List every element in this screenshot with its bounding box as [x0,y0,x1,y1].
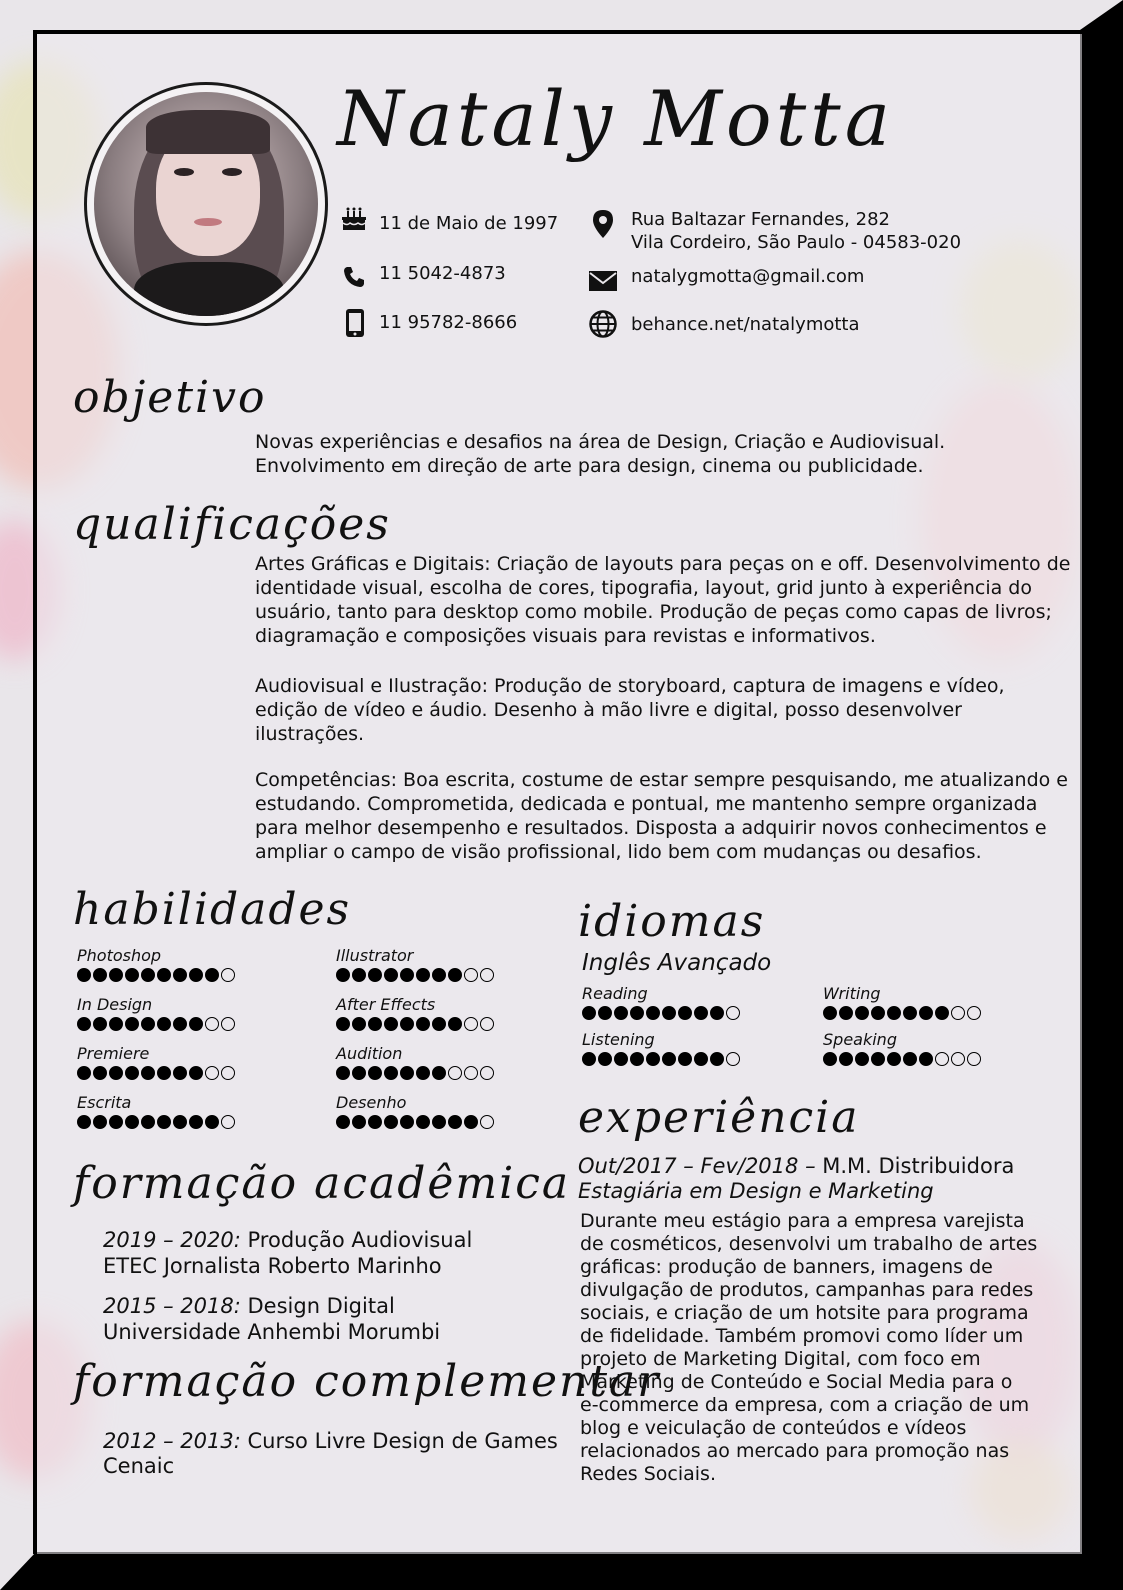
rating-dot-filled [77,968,91,982]
rating-dot-filled [598,1006,612,1020]
rating-dot-filled [823,1006,837,1020]
rating-dot-filled [614,1052,628,1066]
rating-dot-filled [416,1017,430,1031]
text-line: ilustrações. [255,723,365,745]
rating-dot-filled [141,1115,155,1129]
rating-dot-empty [448,1066,462,1080]
rating-dot-filled [77,1017,91,1031]
rating-dot-filled [384,1066,398,1080]
rating-dot-filled [189,1066,203,1080]
rating-dot-filled [109,968,123,982]
rating-dot-filled [614,1006,628,1020]
rating-dots [77,965,237,983]
rating-dot-filled [464,1115,478,1129]
rating-dots [582,1003,742,1021]
skill-item [336,995,496,1032]
text-line: estudando. Comprometida, dedicada e pontual, me mantenho sempre organizada [255,793,1038,815]
rating-dot-empty [480,1017,494,1031]
resume-page [33,30,1082,1554]
experience-description [580,1210,1037,1486]
rating-dot-empty [951,1052,965,1066]
skill-label: Audition [336,1044,403,1063]
rating-dot-empty [464,1066,478,1080]
skill-item [336,1044,496,1081]
idiomas-heading: idiomas [578,896,766,947]
rating-dot-filled [157,1017,171,1031]
education-item [103,1228,472,1252]
rating-dot-filled [903,1052,917,1066]
rating-dot-filled [823,1052,837,1066]
rating-dot-filled [694,1006,708,1020]
rating-dot-empty [205,1017,219,1031]
text-line: edição de vídeo e áudio. Desenho à mão livre e digital, posso desenvolver [255,699,962,721]
education-item [103,1294,395,1318]
education-period: 2015 – 2018: [103,1294,241,1318]
experience-line: Redes Sociais. [580,1463,716,1485]
rating-dot-filled [125,1066,139,1080]
rating-dot-filled [109,1115,123,1129]
rating-dot-filled [93,968,107,982]
address-block [631,208,961,254]
qualificacoes-paragraph-2 [255,674,1005,746]
complementary-period: 2012 – 2013: [103,1429,241,1453]
rating-dot-filled [678,1006,692,1020]
experience-header [578,1154,1014,1178]
rating-dot-filled [887,1006,901,1020]
rating-dot-filled [109,1017,123,1031]
skill-label: In Design [77,995,153,1014]
rating-dot-filled [173,1066,187,1080]
rating-dot-filled [448,1115,462,1129]
text-line: para melhor desempenho e resultados. Disposta a adquirir novos conhecimentos e [255,817,1047,839]
rating-dot-filled [935,1006,949,1020]
phone-text: 11 5042-4873 [379,263,506,284]
experience-line: Marketing de Conteúdo e Social Media para o [580,1371,1013,1393]
language-skill-item [582,1030,742,1067]
rating-dot-filled [855,1006,869,1020]
rating-dot-filled [93,1066,107,1080]
mobile-phone-icon [345,308,365,338]
rating-dot-filled [368,1115,382,1129]
skill-label: After Effects [336,995,436,1014]
education-course: Produção Audiovisual [247,1228,473,1252]
rating-dot-empty [726,1006,740,1020]
rating-dots [582,1049,742,1067]
rating-dot-filled [352,1066,366,1080]
text-line: identidade visual, escolha de cores, tipografia, layout, grid junto à experiência do [255,577,1032,599]
rating-dot-filled [432,1017,446,1031]
rating-dot-filled [855,1052,869,1066]
language-skill-label: Writing [823,984,881,1003]
experience-line: blog e veiculação de conteúdos e vídeos [580,1417,967,1439]
rating-dot-filled [77,1115,91,1129]
skill-item [336,1093,496,1130]
rating-dot-filled [173,1017,187,1031]
rating-dot-filled [400,968,414,982]
rating-dot-filled [432,1115,446,1129]
address-line-2: Vila Cordeiro, São Paulo - 04583-020 [631,232,962,253]
habilidades-heading: habilidades [73,884,352,935]
experience-line: Durante meu estágio para a empresa varejista [580,1210,1025,1232]
rating-dot-filled [368,1066,382,1080]
lips [194,218,222,226]
experience-company: M.M. Distribuidora [822,1154,1015,1178]
rating-dot-filled [125,1115,139,1129]
language-skill-label: Listening [582,1030,655,1049]
rating-dot-filled [903,1006,917,1020]
text-line: ampliar o campo de visão profissional, lido bem com mudanças ou desafios. [255,841,982,863]
email-link[interactable]: natalygmotta@gmail.com [631,266,865,287]
rating-dot-empty [221,1066,235,1080]
rating-dot-filled [352,968,366,982]
rating-dot-filled [141,1017,155,1031]
rating-dot-empty [221,1115,235,1129]
skill-item [77,1093,237,1130]
experience-line: divulgação de produtos, campanhas para redes [580,1279,1034,1301]
skill-label: Premiere [77,1044,150,1063]
rating-dot-filled [432,968,446,982]
globe-icon [589,310,617,338]
education-course: Design Digital [247,1294,395,1318]
experience-line: projeto de Marketing Digital, com foco em [580,1348,981,1370]
objetivo-line: Novas experiências e desafios na área de Design, Criação e Audiovisual. [255,431,946,453]
rating-dot-filled [662,1052,676,1066]
rating-dot-empty [480,968,494,982]
rating-dot-filled [400,1066,414,1080]
rating-dots [336,1112,496,1130]
rating-dot-filled [678,1052,692,1066]
rating-dots [336,1014,496,1032]
experience-line: de fidelidade. Também promovi como líder um [580,1325,1024,1347]
rating-dots [77,1014,237,1032]
rating-dot-empty [480,1115,494,1129]
eye [222,168,242,176]
rating-dot-empty [480,1066,494,1080]
rating-dot-filled [93,1115,107,1129]
rating-dot-filled [205,968,219,982]
skill-item [77,946,237,983]
experience-line: sociais, e criação de um hotsite para programa [580,1302,1029,1324]
experience-line: relacionados ao mercado para promoção nas [580,1440,1010,1462]
experience-line: e-commerce da empresa, com a criação de um [580,1394,1030,1416]
rating-dot-filled [368,1017,382,1031]
text-line: Competências: Boa escrita, costume de estar sempre pesquisando, me atualizando e [255,769,1069,791]
rating-dot-empty [464,968,478,982]
rating-dot-filled [710,1006,724,1020]
qualificacoes-paragraph-3 [255,768,1068,864]
rating-dot-filled [598,1052,612,1066]
rating-dot-filled [384,1017,398,1031]
rating-dot-filled [384,1115,398,1129]
rating-dot-filled [582,1006,596,1020]
complementary-item [103,1429,558,1453]
education-school: ETEC Jornalista Roberto Marinho [103,1254,442,1278]
experience-line: de cosméticos, desenvolvi um trabalho de artes [580,1233,1038,1255]
name-title: Nataly Motta [337,74,895,163]
shirt [134,262,284,316]
skill-label: Illustrator [336,946,414,965]
rating-dot-empty [951,1006,965,1020]
rating-dot-filled [368,968,382,982]
rating-dots [823,1003,983,1021]
skill-item [336,946,496,983]
rating-dot-filled [93,1017,107,1031]
rating-dot-filled [400,1115,414,1129]
complementary-school: Cenaic [103,1454,175,1478]
experience-role: Estagiária em Design e Marketing [578,1179,934,1203]
rating-dot-filled [646,1052,660,1066]
language-skill-label: Reading [582,984,648,1003]
objetivo-text [255,430,945,478]
language-skill-item [823,1030,983,1067]
language-skill-item [823,984,983,1021]
experiencia-heading: experiência [578,1092,860,1143]
objetivo-heading: objetivo [73,372,267,423]
birthday-text: 11 de Maio de 1997 [379,213,559,234]
complementary-course: Curso Livre Design de Games [247,1429,558,1453]
rating-dot-filled [384,968,398,982]
rating-dot-filled [448,1017,462,1031]
rating-dot-filled [125,968,139,982]
rating-dot-empty [205,1066,219,1080]
rating-dot-empty [221,968,235,982]
rating-dot-filled [839,1006,853,1020]
rating-dot-filled [109,1066,123,1080]
rating-dot-filled [919,1006,933,1020]
objetivo-line: Envolvimento em direção de arte para design, cinema ou publicidade. [255,455,924,477]
rating-dot-filled [400,1017,414,1031]
language-name: Inglês Avançado [582,950,772,976]
rating-dot-filled [157,1115,171,1129]
page-shadow-bottom [0,1552,1123,1590]
language-skill-item [582,984,742,1021]
rating-dot-filled [157,1066,171,1080]
eye [174,168,194,176]
experience-line: gráficas: produção de banners, imagens de [580,1256,993,1278]
rating-dot-filled [189,1115,203,1129]
bangs [146,110,270,154]
rating-dot-filled [416,1115,430,1129]
rating-dot-filled [336,1017,350,1031]
rating-dot-filled [630,1052,644,1066]
profile-photo-image [94,92,318,316]
phone-icon [342,265,366,289]
education-period: 2019 – 2020: [103,1228,241,1252]
rating-dot-filled [336,1066,350,1080]
birthday-cake-icon [341,207,367,231]
rating-dot-filled [189,1017,203,1031]
mobile-text: 11 95782-8666 [379,312,518,333]
profile-photo [84,82,328,326]
shadow-corner [0,1552,36,1590]
website-link[interactable]: behance.net/natalymotta [631,314,860,335]
rating-dot-filled [336,1115,350,1129]
text-line: diagramação e composições visuais para revistas e informativos. [255,625,876,647]
rating-dot-filled [77,1066,91,1080]
rating-dot-filled [125,1017,139,1031]
rating-dots [823,1049,983,1067]
rating-dots [77,1112,237,1130]
skill-label: Desenho [336,1093,407,1112]
rating-dot-empty [464,1017,478,1031]
rating-dot-filled [871,1006,885,1020]
skill-item [77,1044,237,1081]
qualificacoes-paragraph-1 [255,552,1070,648]
rating-dot-filled [919,1052,933,1066]
address-line-1: Rua Baltazar Fernandes, 282 [631,209,890,230]
rating-dots [336,965,496,983]
rating-dot-filled [662,1006,676,1020]
rating-dot-filled [416,1066,430,1080]
rating-dot-filled [582,1052,596,1066]
rating-dot-filled [871,1052,885,1066]
experience-period: Out/2017 – Fev/2018 – [578,1154,816,1178]
rating-dot-filled [352,1017,366,1031]
rating-dot-filled [630,1006,644,1020]
text-line: Artes Gráficas e Digitais: Criação de layouts para peças on e off. Desenvolvimento de [255,553,1071,575]
rating-dot-filled [416,968,430,982]
rating-dots [77,1063,237,1081]
rating-dot-empty [967,1006,981,1020]
rating-dot-filled [694,1052,708,1066]
rating-dot-filled [336,968,350,982]
rating-dot-filled [887,1052,901,1066]
rating-dot-filled [646,1006,660,1020]
rating-dot-filled [141,968,155,982]
text-line: usuário, tanto para desktop como mobile. Produção de peças como capas de livros; [255,601,1052,623]
qualificacoes-heading: qualificações [73,499,391,550]
rating-dot-empty [967,1052,981,1066]
skill-label: Escrita [77,1093,132,1112]
rating-dot-empty [726,1052,740,1066]
rating-dots [336,1063,496,1081]
rating-dot-filled [352,1115,366,1129]
rating-dot-empty [935,1052,949,1066]
rating-dot-empty [221,1017,235,1031]
rating-dot-filled [173,1115,187,1129]
skill-label: Photoshop [77,946,162,965]
rating-dot-filled [205,1115,219,1129]
page-shadow-right [1080,0,1123,1590]
formacao-complementar-heading: formação complementar [73,1356,661,1407]
rating-dot-filled [432,1066,446,1080]
rating-dot-filled [141,1066,155,1080]
rating-dot-filled [839,1052,853,1066]
location-pin-icon [592,209,614,239]
rating-dot-filled [448,968,462,982]
shadow-corner [1080,0,1123,30]
rating-dot-filled [157,968,171,982]
rating-dot-filled [173,968,187,982]
formacao-academica-heading: formação acadêmica [73,1158,571,1209]
rating-dot-filled [710,1052,724,1066]
language-skill-label: Speaking [823,1030,897,1049]
text-line: Audiovisual e Ilustração: Produção de storyboard, captura de imagens e vídeo, [255,675,1005,697]
skill-item [77,995,237,1032]
rating-dot-filled [189,968,203,982]
education-school: Universidade Anhembi Morumbi [103,1320,441,1344]
email-envelope-icon [588,270,618,292]
